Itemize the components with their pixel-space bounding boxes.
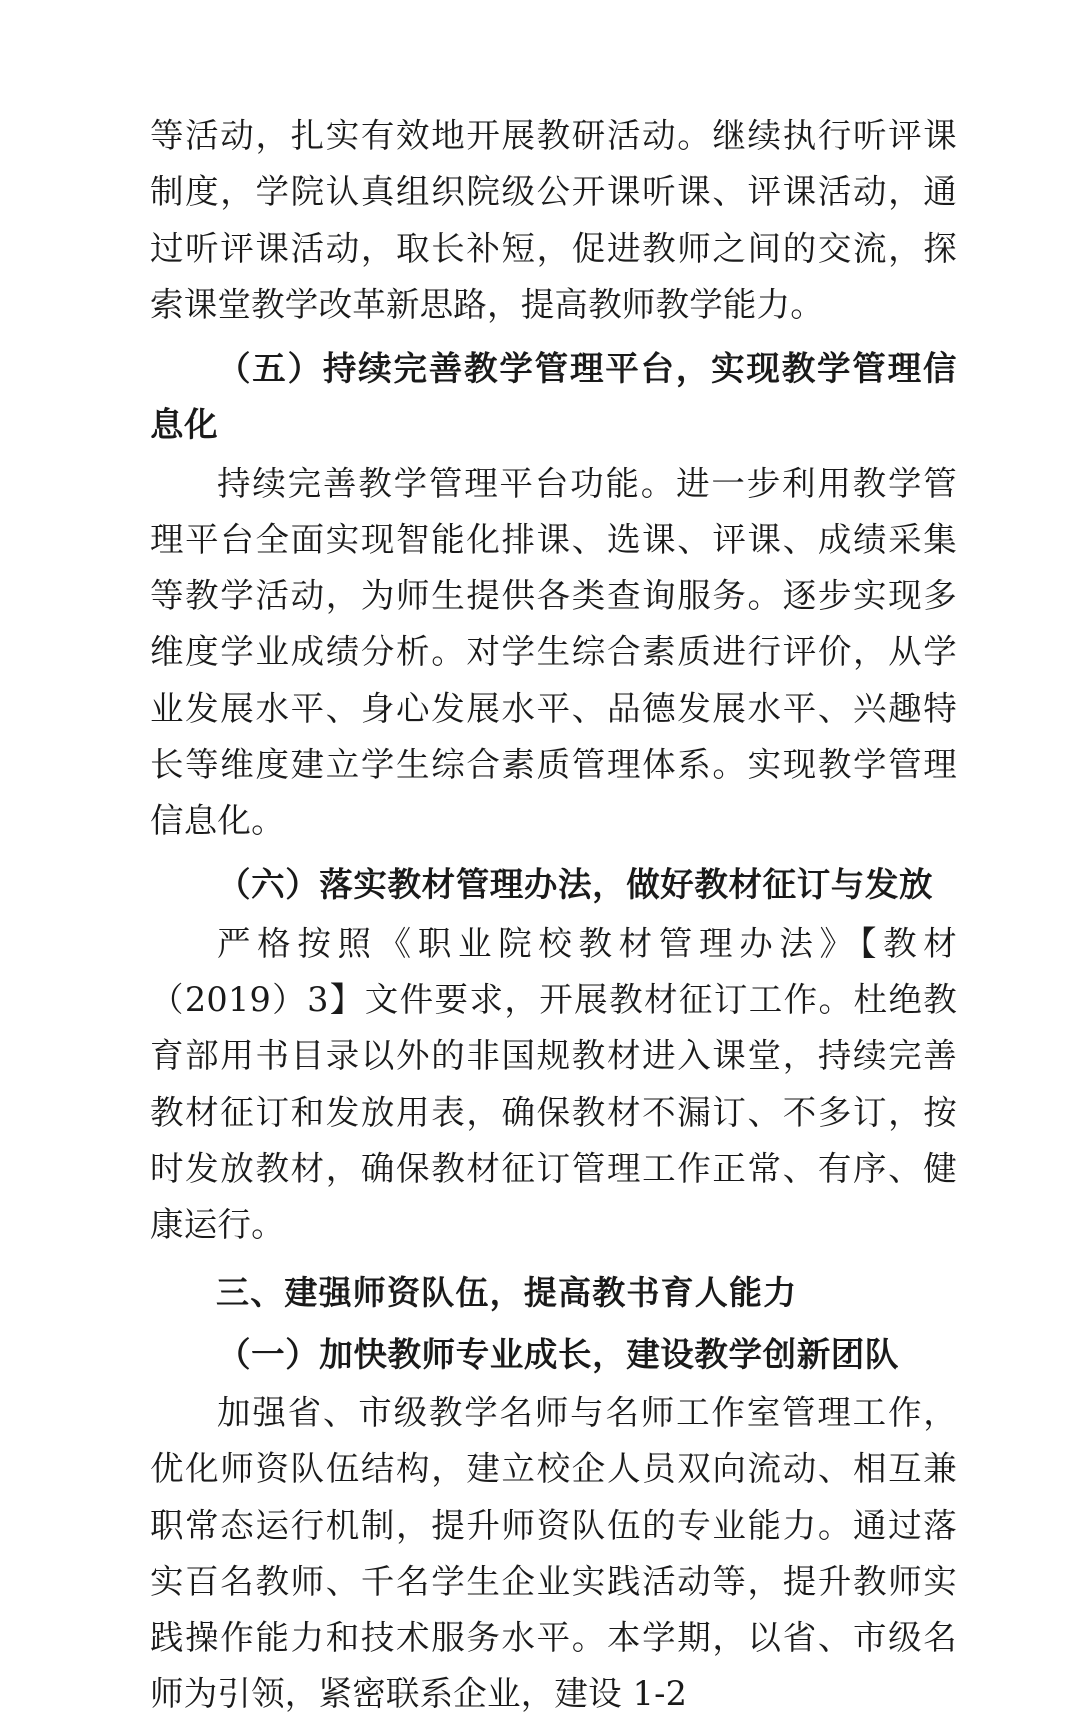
paragraph-six-body: 严格按照《职业院校教材管理办法》【教材（2019）3】文件要求，开展教材征订工作。杜绝教育部用书目录以外的非国规教材进入课堂，持续完善教材征订和发放用表，确保教材不漏订、不多订，按时发放教材，确保教材征订管理工作正常、有序、健康运行。: [150, 923, 957, 1245]
sub-heading-five: （五）持续完善教学管理平台，实现教学管理信息化: [150, 349, 957, 445]
section-heading-three: 三、建强师资队伍，提高教书育人能力: [216, 1273, 798, 1313]
paragraph-continued-top: 等活动，扎实有效地开展教研活动。继续执行听评课制度，学院认真组织院级公开课听课、评课活动，通过听评课活动，取长补短，促进教师之间的交流，探索课堂教学改革新思路，提高教师教学能力。: [150, 116, 957, 324]
paragraph-five-body: 持续完善教学管理平台功能。进一步利用教学管理平台全面实现智能化排课、选课、评课、成绩采集等教学活动，为师生提供各类查询服务。逐步实现多维度学业成绩分析。对学生综合素质进行评价，从学业发展水平、身心发展水平、品德发展水平、兴趣特长等维度建立学生综合素质管理体系。实现教学管理信息化。: [150, 463, 957, 841]
sub-heading-three-one: （一）加快教师专业成长，建设教学创新团队: [217, 1334, 899, 1374]
document-body: [150, 108, 957, 1723]
sub-heading-six: （六）落实教材管理办法，做好教材征订与发放: [217, 865, 934, 905]
paragraph-three-one-body: 加强省、市级教学名师与名师工作室管理工作，优化师资队伍结构，建立校企人员双向流动、相互兼职常态运行机制，提升师资队伍的专业能力。通过落实百名教师、千名学生企业实践活动等，提升教师实践操作能力和技术服务水平。本学期，以省、市级名师为引领，紧密联系企业，建设 1-2: [150, 1393, 957, 1714]
